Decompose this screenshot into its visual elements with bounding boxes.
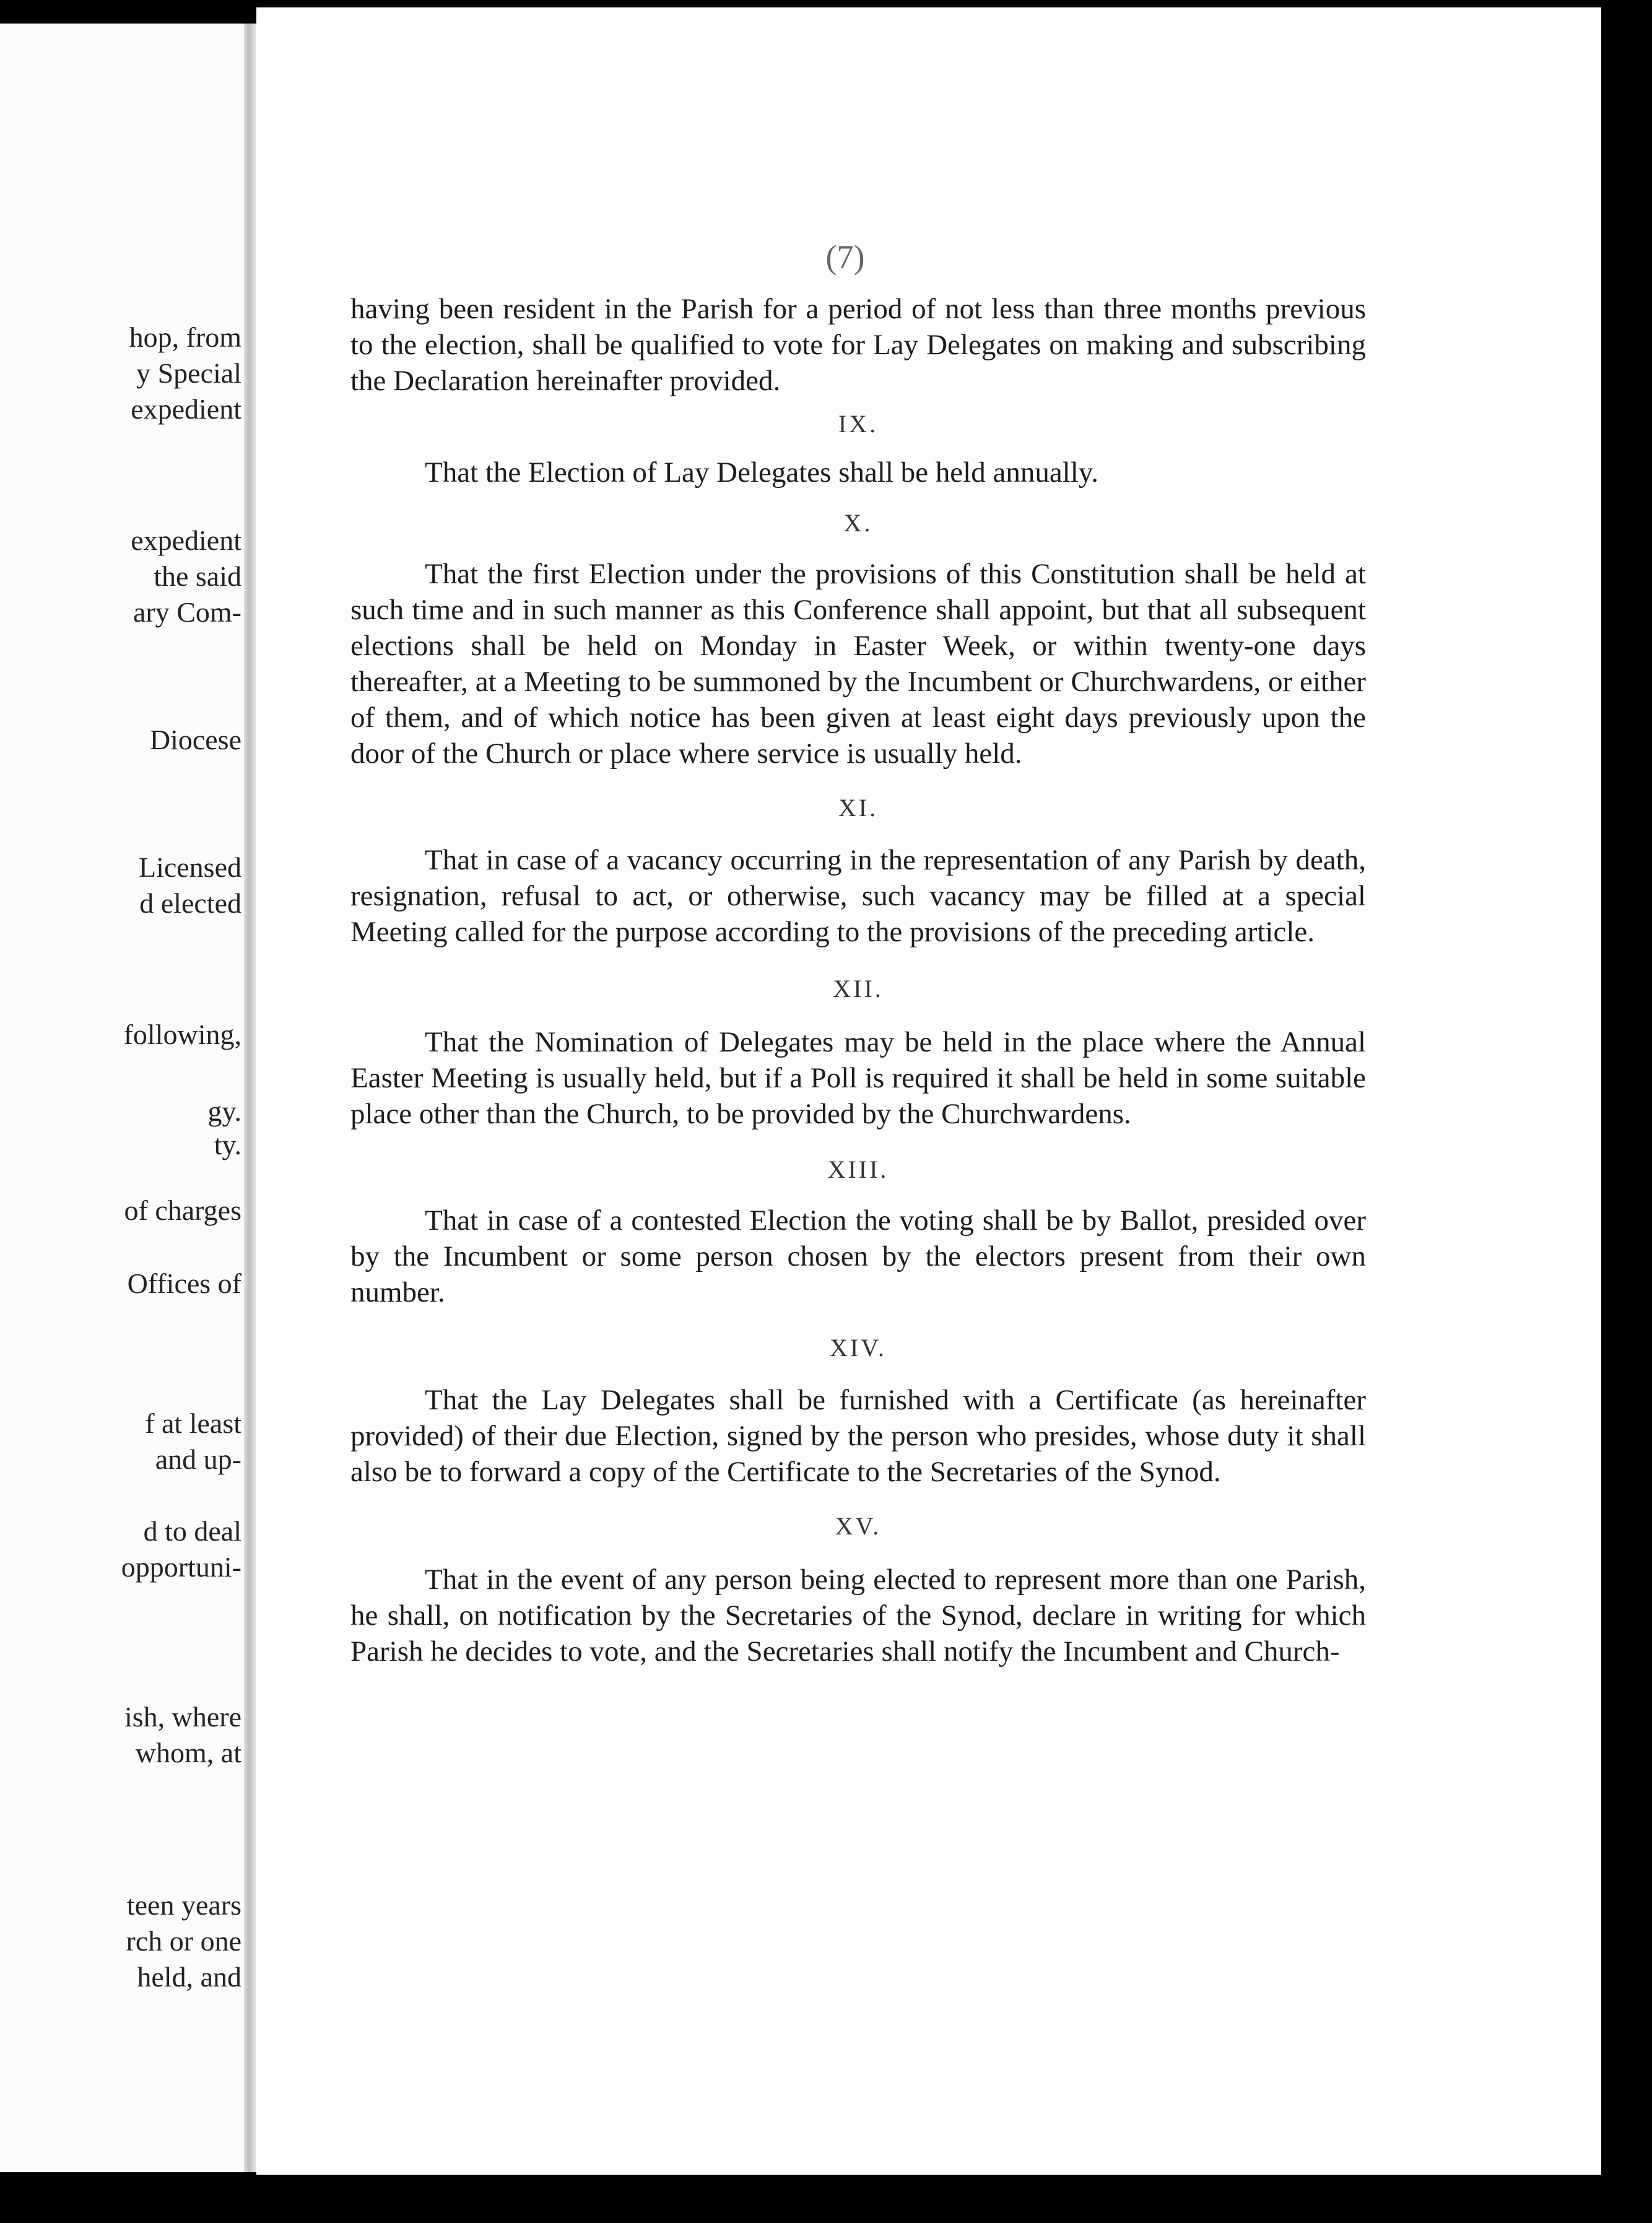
margin-line: Diocese [149,724,241,755]
section-heading-xiv: XIV. [830,1334,887,1362]
margin-line: rch or one [126,1925,241,1957]
margin-line: Offices of [127,1268,241,1299]
page-number: (7) [825,238,865,276]
margin-line: teen years [126,1889,241,1921]
section-text-xv: That in the event of any person being elected to represent more than one Parish, he shall, on notification by the Secretaries of the Synod, declare in writing for which Parish he decides to vote, and the Secretaries shall notify the Incumbent and Church- [350,1564,1366,1668]
section-text-xi: That in case of a vacancy occurring in the representation of any Parish by death, resignation, refusal to act, or otherwise, such vacancy may be filled at a special Meeting called for the purpose according to the provisions of the preceding article. [350,844,1366,948]
section-text-ix: That the Election of Lay Delegates shall be held annually. [425,456,1098,489]
margin-line: following, [123,1019,241,1050]
intro-paragraph: having been resident in the Parish for a period of not less than three months previous to the election, shall be qualified to vote for Lay Delegates on making and subscribing the Declaration hereinafter provided. [350,293,1366,397]
section-text-x: That the first Election under the provisions of this Constitution shall be held at such time and in such manner as this Conference shall appoint, but that all subsequent elections shall be held on Monday in Easter Week, or within twenty-one days thereafter, at a Meeting to be summoned by the Incumbent or Churchwardens, or either of them, and of which notice has been given at least eight days previously upon the door of the Church or place where service is usually held. [350,558,1366,770]
section-heading-xii: XII. [833,975,884,1003]
section-text-xiv: That the Lay Delegates shall be furnished with a Certificate (as hereinafter provided) of their due Election, signed by the person who presides, whose duty it shall also be to forward a copy of the Certificate to the Secretaries of the Synod. [350,1384,1366,1488]
margin-line: ary Com- [133,596,241,628]
margin-line: ty. [214,1129,241,1160]
margin-line: ish, where [124,1701,241,1733]
margin-line: y Special [136,357,241,389]
margin-line: whom, at [135,1737,241,1768]
section-heading-ix: IX. [838,410,879,438]
left-page-fragment [0,24,248,2172]
margin-line: expedient [131,524,241,556]
page-text [350,291,1366,1669]
section-text-xii: That the Nomination of Delegates may be held in the place where the Annual Easter Meeting is usually held, but if a Poll is required it shall be held in some suitable place other than the Church, to be provided by the Churchwardens. [350,1026,1366,1130]
book-spine [244,24,258,2172]
section-heading-xv: XV. [835,1512,882,1540]
margin-line: Licensed [138,851,241,883]
section-heading-x: X. [843,509,873,537]
margin-line: the said [154,560,241,592]
section-text-xiii: That in case of a contested Election the voting shall be by Ballot, presided over by the Incumbent or some person chosen by the electors present from their own number. [350,1204,1366,1308]
section-heading-xiii: XIII. [827,1155,889,1183]
margin-line: f at least [145,1407,241,1439]
margin-line: d to deal [143,1515,241,1547]
margin-line: of charges [124,1194,241,1226]
margin-line: gy. [207,1095,241,1127]
margin-line: opportuni- [121,1551,241,1583]
margin-line: expedient [131,393,241,425]
section-heading-xi: XI. [838,794,879,822]
margin-line: d elected [139,887,241,919]
margin-line: and up- [155,1443,241,1475]
margin-line: hop, from [129,321,241,353]
margin-line: held, and [137,1961,241,1993]
